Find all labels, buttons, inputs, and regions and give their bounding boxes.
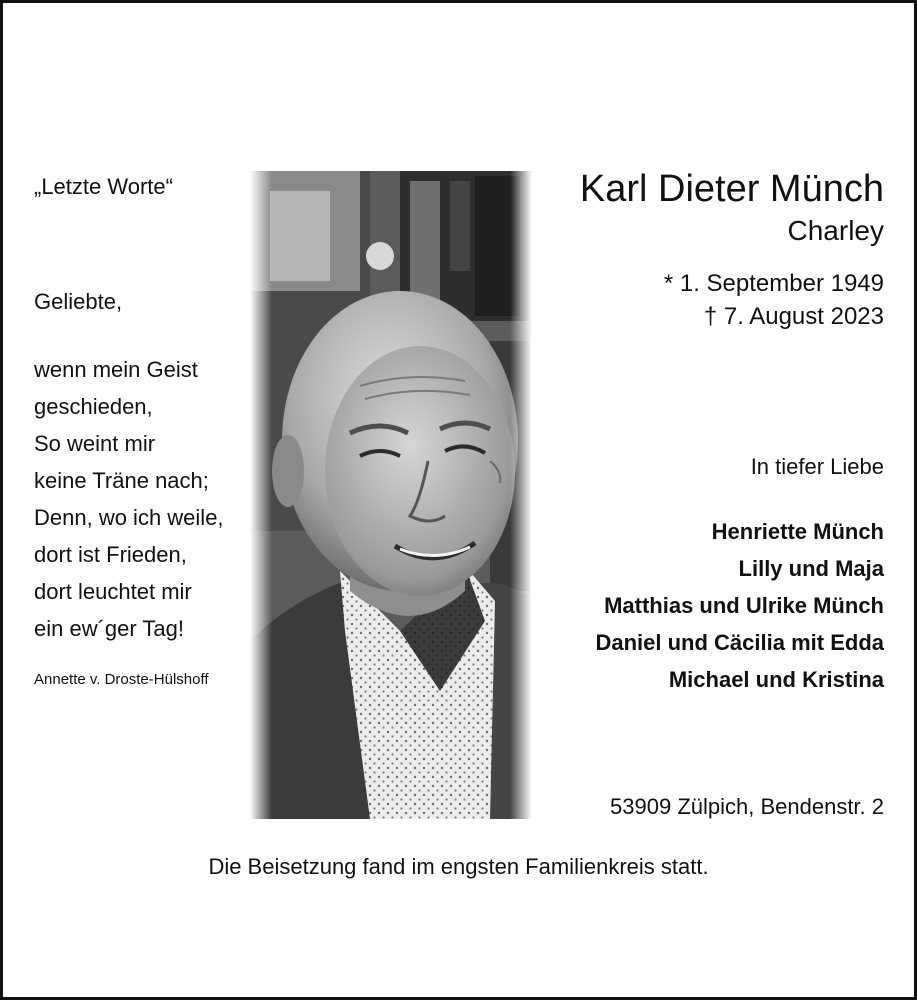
signoff: In tiefer Liebe: [750, 454, 884, 479]
mourners-list: [595, 513, 884, 698]
funeral-note: Die Beisetzung fand im engsten Familienkreis statt.: [208, 854, 709, 879]
poem-line: Denn, wo ich weile,: [34, 505, 224, 530]
poem-line: ein ew´ger Tag!: [34, 616, 185, 641]
mourner-name: Michael und Kristina: [668, 667, 884, 692]
mourner-name: Daniel und Cäcilia mit Edda: [595, 630, 884, 655]
mourner-name: Henriette Münch: [711, 519, 884, 544]
poem-line: keine Träne nach;: [34, 468, 209, 493]
poem-line: wenn mein Geist: [34, 357, 198, 382]
deceased-name: Karl Dieter Münch: [579, 168, 884, 210]
poem-line: dort leuchtet mir: [34, 579, 192, 604]
portrait-photo: [250, 171, 532, 819]
poem-line: geschieden,: [34, 394, 153, 419]
poem-line: So weint mir: [34, 431, 156, 456]
poem-line: dort ist Frieden,: [34, 542, 187, 567]
deceased-nickname: Charley: [787, 215, 884, 246]
poem-author: Annette v. Droste-Hülshoff: [34, 671, 209, 688]
death-date: † 7. August 2023: [703, 303, 884, 330]
poem-salutation: Geliebte,: [34, 289, 123, 314]
poem-body: [34, 351, 224, 647]
mourner-name: Matthias und Ulrike Münch: [604, 593, 884, 618]
poem-title: „Letzte Worte“: [34, 174, 173, 199]
address: 53909 Zülpich, Bendenstr. 2: [610, 794, 884, 819]
mourner-name: Lilly und Maja: [738, 556, 884, 581]
birth-date: * 1. September 1949: [663, 270, 884, 297]
